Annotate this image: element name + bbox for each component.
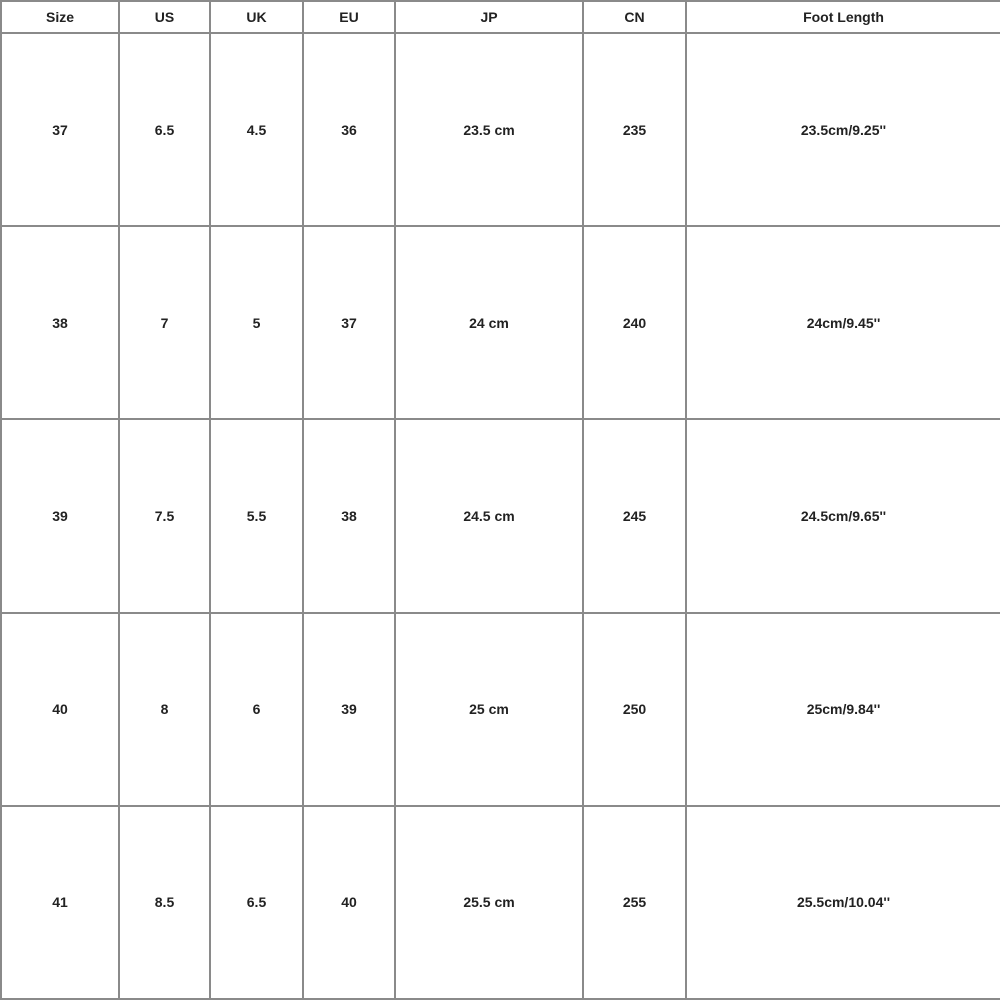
cell-jp: 24 cm [396, 227, 584, 420]
cell-size: 38 [2, 227, 120, 420]
header-cn: CN [584, 2, 687, 34]
cell-size: 41 [2, 807, 120, 1000]
header-uk: UK [211, 2, 304, 34]
cell-us: 8.5 [120, 807, 211, 1000]
cell-eu: 39 [304, 614, 396, 807]
cell-jp: 25.5 cm [396, 807, 584, 1000]
table-row [2, 420, 1000, 613]
table-row [2, 807, 1000, 1000]
cell-us: 6.5 [120, 34, 211, 227]
header-size: Size [2, 2, 120, 34]
cell-size: 39 [2, 420, 120, 613]
cell-cn: 245 [584, 420, 687, 613]
cell-eu: 36 [304, 34, 396, 227]
cell-cn: 250 [584, 614, 687, 807]
table-row [2, 34, 1000, 227]
cell-foot-length: 23.5cm/9.25'' [687, 34, 1000, 227]
cell-foot-length: 25cm/9.84'' [687, 614, 1000, 807]
cell-us: 7 [120, 227, 211, 420]
cell-foot-length: 24.5cm/9.65'' [687, 420, 1000, 613]
cell-uk: 6 [211, 614, 304, 807]
header-row [2, 2, 1000, 34]
cell-cn: 240 [584, 227, 687, 420]
table-row [2, 227, 1000, 420]
header-jp: JP [396, 2, 584, 34]
cell-uk: 6.5 [211, 807, 304, 1000]
cell-uk: 4.5 [211, 34, 304, 227]
cell-foot-length: 25.5cm/10.04'' [687, 807, 1000, 1000]
cell-cn: 255 [584, 807, 687, 1000]
cell-eu: 40 [304, 807, 396, 1000]
cell-us: 7.5 [120, 420, 211, 613]
cell-cn: 235 [584, 34, 687, 227]
cell-size: 37 [2, 34, 120, 227]
cell-uk: 5.5 [211, 420, 304, 613]
cell-size: 40 [2, 614, 120, 807]
table-row [2, 614, 1000, 807]
cell-jp: 25 cm [396, 614, 584, 807]
cell-jp: 24.5 cm [396, 420, 584, 613]
cell-eu: 37 [304, 227, 396, 420]
header-us: US [120, 2, 211, 34]
cell-foot-length: 24cm/9.45'' [687, 227, 1000, 420]
header-eu: EU [304, 2, 396, 34]
cell-jp: 23.5 cm [396, 34, 584, 227]
header-foot-length: Foot Length [687, 2, 1000, 34]
cell-eu: 38 [304, 420, 396, 613]
cell-us: 8 [120, 614, 211, 807]
cell-uk: 5 [211, 227, 304, 420]
